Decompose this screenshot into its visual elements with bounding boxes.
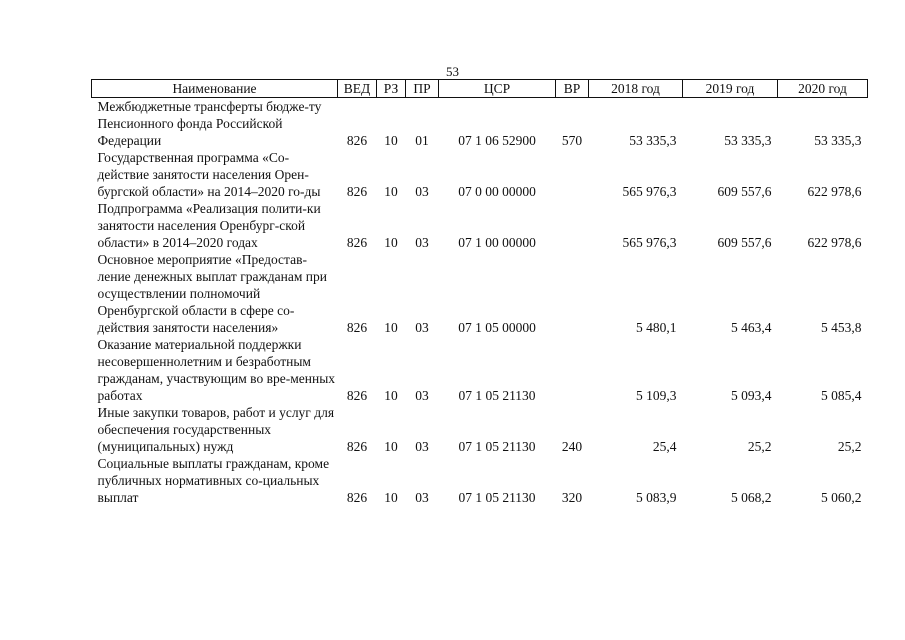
row-csr: 07 1 00 00000 xyxy=(458,235,536,250)
row-ved: 826 xyxy=(346,490,368,505)
row-vr: 240 xyxy=(561,439,583,454)
row-ved: 826 xyxy=(346,235,368,250)
row-2020: 622 978,6 xyxy=(807,184,862,199)
row-2020: 25,2 xyxy=(837,439,862,454)
row-rz: 10 xyxy=(384,320,398,335)
header-ved: ВЕД xyxy=(338,80,377,98)
row-pr: 03 xyxy=(415,320,429,335)
table-row xyxy=(92,455,868,506)
row-2019: 5 093,4 xyxy=(731,388,772,403)
table-row xyxy=(92,200,868,251)
row-ved: 826 xyxy=(346,388,368,403)
row-name: Государственная программа «Со-действие занятости населения Орен-бургской области» на 2014–2020 го-ды xyxy=(97,150,321,199)
row-rz: 10 xyxy=(384,388,398,403)
row-2018: 5 480,1 xyxy=(636,320,677,335)
row-2020: 5 060,2 xyxy=(821,490,862,505)
row-2018: 565 976,3 xyxy=(622,235,677,250)
row-vr xyxy=(556,200,589,251)
row-name: Межбюджетные трансферты бюдже-ту Пенсионного фонда Российской Федерации xyxy=(97,99,322,148)
row-rz: 10 xyxy=(384,439,398,454)
row-name: Иные закупки товаров, работ и услуг для обеспечения государственных (муниципальных) нужд xyxy=(97,405,335,454)
header-2019: 2019 год xyxy=(683,80,778,98)
row-2019: 5 068,2 xyxy=(731,490,772,505)
table-row xyxy=(92,404,868,455)
row-2019: 5 463,4 xyxy=(731,320,772,335)
budget-table xyxy=(91,79,868,506)
header-pr: ПР xyxy=(406,80,439,98)
row-vr xyxy=(556,336,589,404)
row-pr: 01 xyxy=(415,133,429,148)
row-pr: 03 xyxy=(415,490,429,505)
table-row xyxy=(92,251,868,336)
table-row xyxy=(92,98,868,150)
row-ved: 826 xyxy=(346,439,368,454)
header-2018: 2018 год xyxy=(589,80,683,98)
row-ved: 826 xyxy=(346,184,368,199)
row-name: Социальные выплаты гражданам, кроме публичных нормативных со-циальных выплат xyxy=(97,456,330,505)
row-vr xyxy=(556,251,589,336)
row-2020: 622 978,6 xyxy=(807,235,862,250)
row-2018: 25,4 xyxy=(652,439,677,454)
header-vr: ВР xyxy=(556,80,589,98)
row-name: Оказание материальной поддержки несовершеннолетним и безработным гражданам, участвующим во вре-менных работах xyxy=(97,337,336,403)
header-csr: ЦСР xyxy=(439,80,556,98)
header-2020: 2020 год xyxy=(778,80,868,98)
row-csr: 07 1 05 21130 xyxy=(458,490,536,505)
row-2019: 53 335,3 xyxy=(724,133,772,148)
header-rz: РЗ xyxy=(377,80,406,98)
row-csr: 07 1 05 00000 xyxy=(458,320,536,335)
row-ved: 826 xyxy=(346,320,368,335)
row-pr: 03 xyxy=(415,235,429,250)
row-csr: 07 1 05 21130 xyxy=(458,439,536,454)
row-rz: 10 xyxy=(384,490,398,505)
row-2020: 53 335,3 xyxy=(814,133,862,148)
row-vr: 320 xyxy=(561,490,583,505)
row-name: Подпрограмма «Реализация полити-ки занятости населения Оренбург-ской области» в 2014–2020 годах xyxy=(97,201,321,250)
header-row xyxy=(92,80,868,98)
row-pr: 03 xyxy=(415,184,429,199)
row-csr: 07 1 05 21130 xyxy=(458,388,536,403)
page-number: 53 xyxy=(446,64,459,79)
row-2018: 53 335,3 xyxy=(629,133,677,148)
row-2019: 25,2 xyxy=(747,439,772,454)
table-row xyxy=(92,149,868,200)
row-pr: 03 xyxy=(415,388,429,403)
row-vr xyxy=(556,149,589,200)
row-2019: 609 557,6 xyxy=(717,184,772,199)
row-2018: 5 083,9 xyxy=(636,490,677,505)
row-2019: 609 557,6 xyxy=(717,235,772,250)
row-2020: 5 085,4 xyxy=(821,388,862,403)
row-rz: 10 xyxy=(384,184,398,199)
row-rz: 10 xyxy=(384,133,398,148)
row-2018: 565 976,3 xyxy=(622,184,677,199)
row-csr: 07 1 06 52900 xyxy=(458,133,536,148)
row-ved: 826 xyxy=(346,133,368,148)
row-vr: 570 xyxy=(561,133,583,148)
row-2018: 5 109,3 xyxy=(636,388,677,403)
row-name: Основное мероприятие «Предостав-ление денежных выплат гражданам при осуществлении полномочий Оренбургской области в сфере со-действия занятости населения» xyxy=(97,252,327,335)
header-name: Наименование xyxy=(92,80,338,98)
row-2020: 5 453,8 xyxy=(821,320,862,335)
row-rz: 10 xyxy=(384,235,398,250)
row-pr: 03 xyxy=(415,439,429,454)
table-row xyxy=(92,336,868,404)
row-csr: 07 0 00 00000 xyxy=(458,184,536,199)
